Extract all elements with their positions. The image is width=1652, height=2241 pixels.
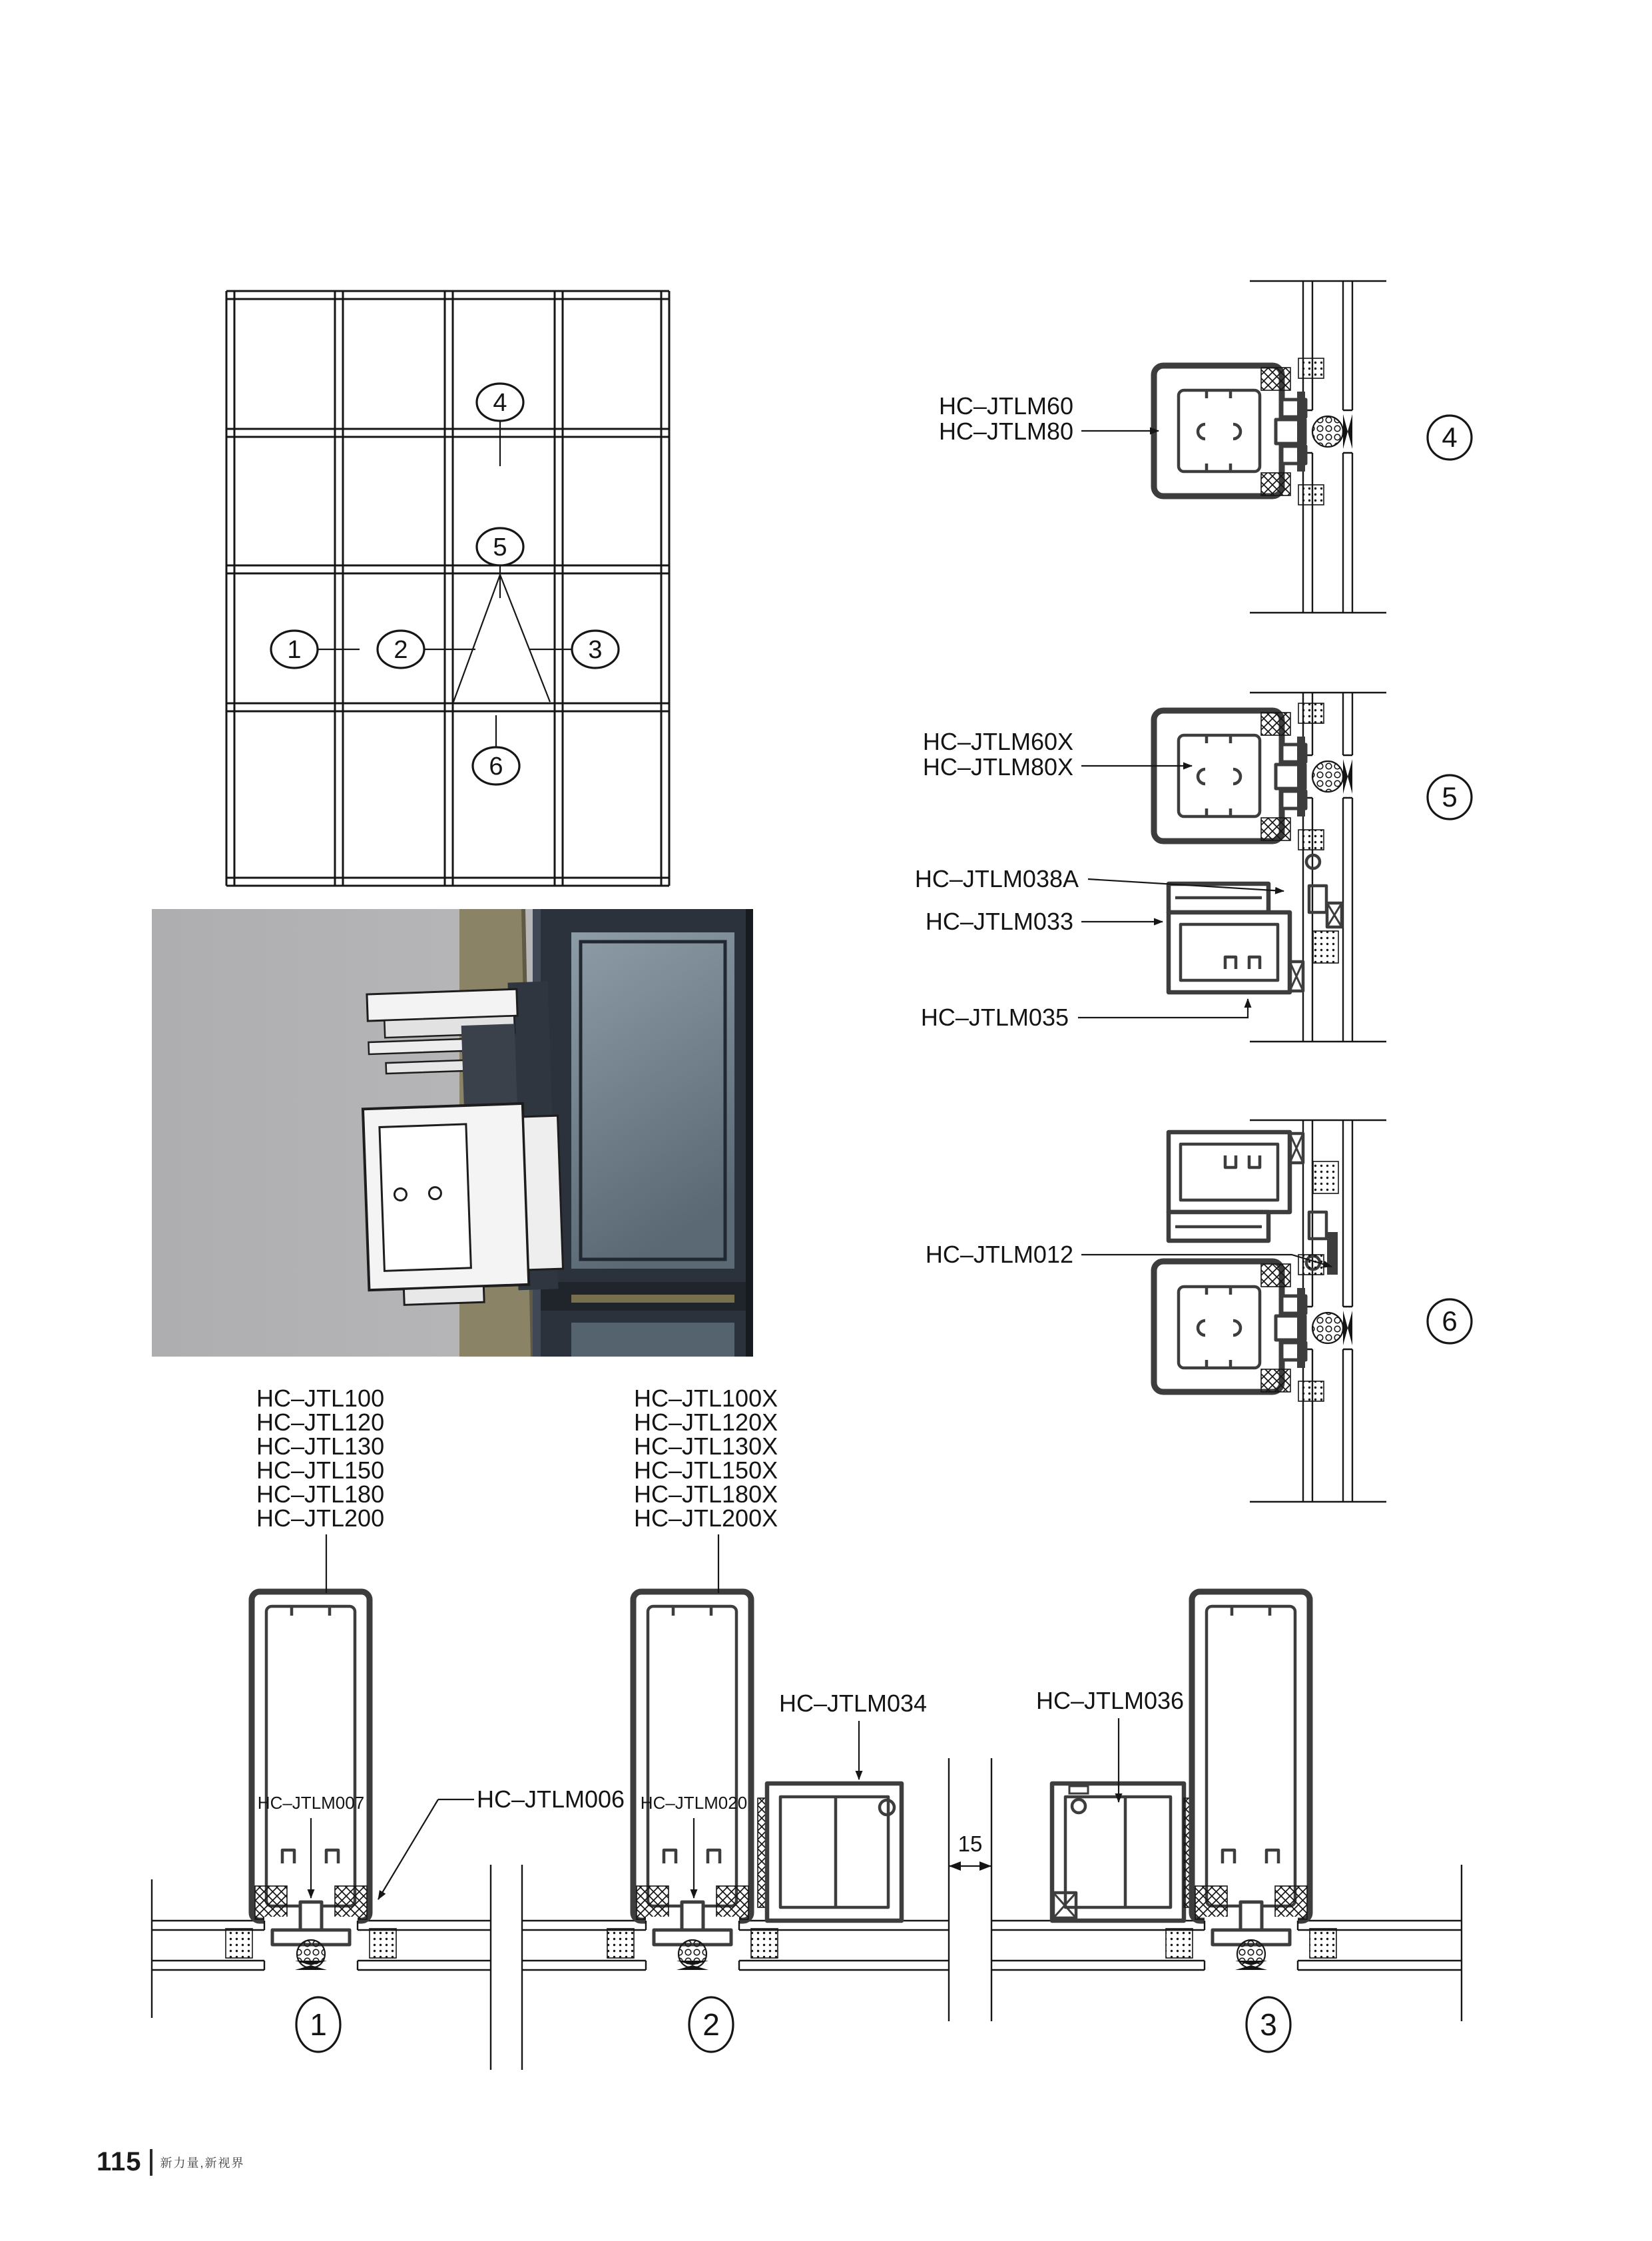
- callout-bottom-3-number: 3: [1260, 2007, 1277, 2042]
- elevation-mullions: [226, 291, 669, 886]
- page-number: 115: [97, 2147, 142, 2176]
- series-left-4: HC–JTL150: [256, 1456, 385, 1484]
- photo-profile-cutaway: [359, 981, 565, 1306]
- callout-detail-4-number: 4: [1442, 422, 1458, 453]
- label-hc-jtlm038a: HC–JTLM038A: [914, 865, 1079, 892]
- label-hc-jtlm80: HC–JTLM80: [938, 418, 1073, 445]
- label-hc-jtlm006: HC–JTLM006: [477, 1785, 625, 1813]
- callout-4: [477, 384, 523, 466]
- callout-3-number: 3: [588, 636, 603, 664]
- callout-bottom-2-number: 2: [702, 2007, 720, 2042]
- series-right-5: HC–JTL180X: [634, 1480, 778, 1508]
- label-hc-jtlm034: HC–JTLM034: [779, 1690, 928, 1717]
- callout-4-number: 4: [493, 389, 507, 417]
- callout-1: [271, 631, 360, 668]
- series-left-6: HC–JTL200: [256, 1504, 385, 1532]
- elevation-drawing: [226, 291, 669, 886]
- label-hc-jtlm020: HC–JTLM020: [640, 1793, 748, 1813]
- label-hc-jtlm033: HC–JTLM033: [925, 908, 1073, 935]
- callout-2: [378, 631, 475, 668]
- product-photo: [152, 909, 753, 1357]
- callout-detail-6-number: 6: [1442, 1305, 1458, 1337]
- page-footer: [97, 2147, 245, 2177]
- series-right-2: HC–JTL120X: [634, 1409, 778, 1436]
- callout-3: [530, 631, 619, 668]
- series-right-4: HC–JTL150X: [634, 1456, 778, 1484]
- detail-5-section: [1154, 703, 1360, 992]
- vent-opening-symbol: [453, 575, 550, 702]
- footer-divider: [150, 2149, 152, 2176]
- callout-1-number: 1: [287, 636, 302, 664]
- callout-5-number: 5: [493, 533, 507, 561]
- label-hc-jtlm012: HC–JTLM012: [925, 1241, 1073, 1268]
- label-hc-jtlm80x: HC–JTLM80X: [922, 753, 1073, 781]
- label-hc-jtlm60: HC–JTLM60: [938, 392, 1073, 420]
- photo-right-edge: [746, 909, 753, 1357]
- vertical-section-details: [915, 281, 1472, 1502]
- elevation-transoms: [226, 291, 669, 886]
- mullion-series-list-right: [634, 1385, 778, 1593]
- series-right-6: HC–JTL200X: [634, 1504, 778, 1532]
- series-left-1: HC–JTL100: [256, 1385, 385, 1412]
- callout-detail-4: [1428, 416, 1472, 460]
- dimension-15-text: 15: [958, 1831, 983, 1856]
- detail-6-section: [1154, 1132, 1360, 1401]
- label-hc-jtlm007: HC–JTLM007: [257, 1793, 365, 1813]
- footer-tagline: 新力量,新视界: [160, 2156, 245, 2170]
- callout-bottom-1-number: 1: [310, 2007, 327, 2042]
- photo-transom-infill: [571, 1295, 734, 1303]
- series-left-3: HC–JTL130: [256, 1433, 385, 1460]
- horizontal-section-details: [152, 1385, 1462, 2070]
- callout-2-number: 2: [394, 636, 408, 664]
- mullion-series-list-left: [256, 1385, 384, 1593]
- callout-detail-6: [1428, 1299, 1472, 1343]
- label-hc-jtlm036: HC–JTLM036: [1036, 1687, 1185, 1714]
- detail-1-mullion: [226, 1592, 396, 1974]
- detail-3-mullion: [1052, 1592, 1336, 1974]
- callout-bottom-1: [296, 1997, 340, 2052]
- detail-2-mullion: [607, 1592, 902, 1974]
- callout-6: [473, 715, 519, 785]
- detail-4-labels: [939, 392, 1159, 445]
- callout-detail-5-number: 5: [1442, 781, 1458, 812]
- series-right-3: HC–JTL130X: [634, 1433, 778, 1460]
- series-left-5: HC–JTL180: [256, 1480, 385, 1508]
- callout-5: [477, 528, 523, 598]
- callout-6-number: 6: [489, 753, 503, 781]
- detail-4-section: [1154, 358, 1360, 505]
- photo-lower-glass: [571, 1323, 734, 1357]
- photo-upper-glass: [571, 932, 734, 1269]
- label-hc-jtlm60x: HC–JTLM60X: [922, 728, 1073, 755]
- callout-bottom-3: [1246, 1997, 1290, 2052]
- callout-detail-5: [1428, 775, 1472, 819]
- series-left-2: HC–JTL120: [256, 1409, 385, 1436]
- dimension-15: [949, 1758, 991, 2021]
- label-hc-jtlm035: HC–JTLM035: [920, 1004, 1069, 1031]
- callout-bottom-2: [689, 1997, 733, 2052]
- series-right-1: HC–JTL100X: [634, 1385, 778, 1412]
